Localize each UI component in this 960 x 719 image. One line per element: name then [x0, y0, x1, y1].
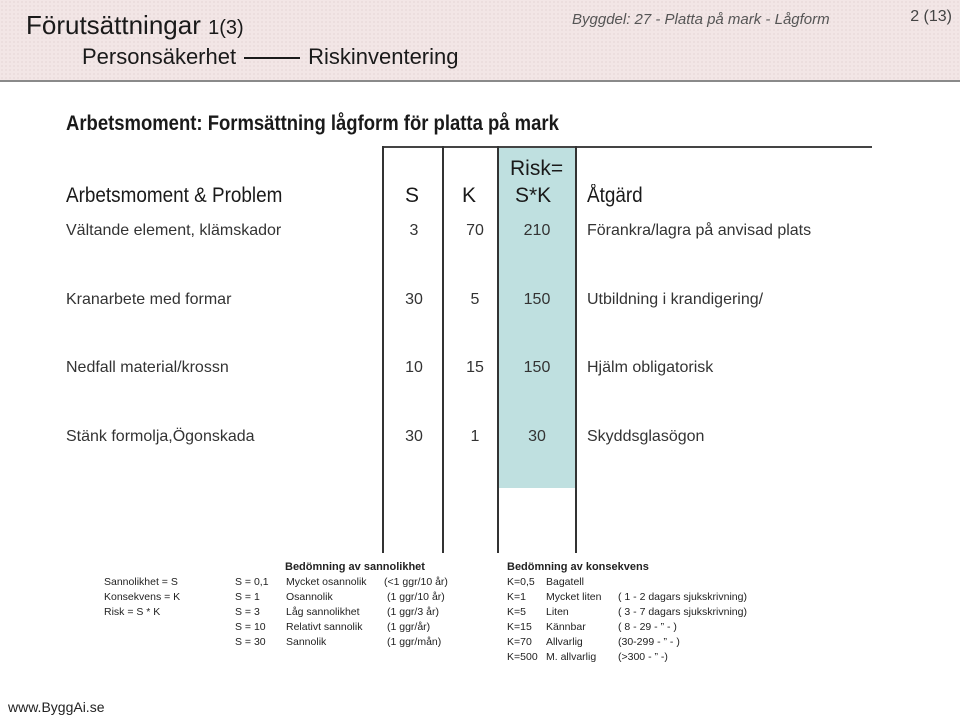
- def-sannolikhet: Sannolikhet = S: [104, 576, 178, 588]
- header-risk-formula: S*K: [515, 184, 552, 207]
- row-problem: Nedfall material/krossn: [66, 359, 229, 376]
- slide-subtitle: [82, 44, 459, 70]
- prob-code: S = 0,1: [235, 576, 269, 588]
- row-k: 1: [470, 428, 480, 445]
- row-s: 10: [405, 359, 423, 376]
- cons-code: K=500: [507, 651, 538, 663]
- prob-freq: (1 ggr/3 år): [387, 606, 439, 618]
- cons-code: K=5: [507, 606, 526, 618]
- prob-code: S = 1: [235, 591, 260, 603]
- def-konsekvens: Konsekvens = K: [104, 591, 181, 603]
- header-atgard: Åtgärd: [587, 184, 643, 207]
- prob-freq: (<1 ggr/10 år): [384, 576, 448, 588]
- page-number: 2 (13): [910, 8, 952, 25]
- header-risk: Risk=: [510, 157, 564, 180]
- prob-code: S = 10: [235, 621, 266, 633]
- cons-label: Mycket liten: [546, 591, 602, 603]
- cons-code: K=70: [507, 636, 532, 648]
- prob-label: Låg sannolikhet: [286, 606, 360, 618]
- prob-label: Sannolik: [286, 636, 327, 648]
- row-risk: 150: [523, 291, 551, 308]
- row-s: 30: [405, 291, 423, 308]
- row-k: 70: [466, 222, 484, 239]
- dash-divider: [244, 57, 300, 59]
- row-atgard: Utbildning i krandigering/: [587, 291, 764, 308]
- row-atgard: Skyddsglasögon: [587, 428, 705, 445]
- slide-title: [26, 10, 244, 41]
- def-risk: Risk = S * K: [104, 606, 161, 618]
- consequence-title: Bedömning av konsekvens: [507, 561, 649, 573]
- table-top-rule: [382, 146, 872, 148]
- column-divider: [575, 146, 577, 553]
- prob-label: Osannolik: [286, 591, 333, 603]
- cons-code: K=15: [507, 621, 532, 633]
- section-title: Arbetsmoment: Formsättning lågform för platta på mark: [66, 112, 559, 135]
- header-s: S: [405, 184, 420, 207]
- prob-code: S = 30: [235, 636, 266, 648]
- slide-header: [0, 0, 960, 82]
- row-s: 3: [409, 222, 419, 239]
- title-text: Förutsättningar: [26, 10, 209, 40]
- prob-code: S = 3: [235, 606, 260, 618]
- row-s: 30: [405, 428, 423, 445]
- cons-label: Bagatell: [546, 576, 584, 588]
- column-divider: [382, 146, 384, 553]
- cons-label: Allvarlig: [546, 636, 583, 648]
- cons-detail: (30-299 - ” - ): [618, 636, 680, 648]
- cons-code: K=1: [507, 591, 526, 603]
- probability-title: Bedömning av sannolikhet: [285, 561, 425, 573]
- row-atgard: Förankra/lagra på anvisad plats: [587, 222, 812, 239]
- prob-freq: (1 ggr/mån): [387, 636, 442, 648]
- header-problem: Arbetsmoment & Problem: [66, 184, 283, 207]
- row-problem: Kranarbete med formar: [66, 291, 232, 308]
- byggdel-label: Byggdel: 27 - Platta på mark - Lågform: [572, 11, 830, 28]
- cons-detail: ( 8 - 29 - ” - ): [618, 621, 677, 633]
- row-risk: 30: [528, 428, 546, 445]
- column-divider: [442, 146, 444, 553]
- title-count: 1(3): [208, 17, 244, 39]
- row-risk: 150: [523, 359, 551, 376]
- row-k: 5: [470, 291, 480, 308]
- cons-label: Liten: [546, 606, 569, 618]
- footer-url[interactable]: www.ByggAi.se: [8, 699, 105, 715]
- cons-detail: ( 3 - 7 dagars sjukskrivning): [618, 606, 747, 618]
- row-risk: 210: [523, 222, 551, 239]
- prob-label: Mycket osannolik: [286, 576, 367, 588]
- row-problem: Stänk formolja,Ögonskada: [66, 428, 255, 445]
- row-k: 15: [466, 359, 484, 376]
- subtitle-left: Personsäkerhet: [82, 44, 237, 69]
- column-divider: [497, 146, 499, 553]
- cons-detail: ( 1 - 2 dagars sjukskrivning): [618, 591, 747, 603]
- row-atgard: Hjälm obligatorisk: [587, 359, 714, 376]
- cons-label: Kännbar: [546, 621, 586, 633]
- prob-freq: (1 ggr/år): [387, 621, 431, 633]
- subtitle-right: Riskinventering: [308, 44, 459, 69]
- prob-freq: (1 ggr/10 år): [387, 591, 445, 603]
- cons-detail: (>300 - ” -): [618, 651, 668, 663]
- prob-label: Relativt sannolik: [286, 621, 363, 633]
- row-problem: Vältande element, klämskador: [66, 222, 282, 239]
- cons-label: M. allvarlig: [546, 651, 597, 663]
- header-k: K: [462, 184, 477, 207]
- cons-code: K=0,5: [507, 576, 535, 588]
